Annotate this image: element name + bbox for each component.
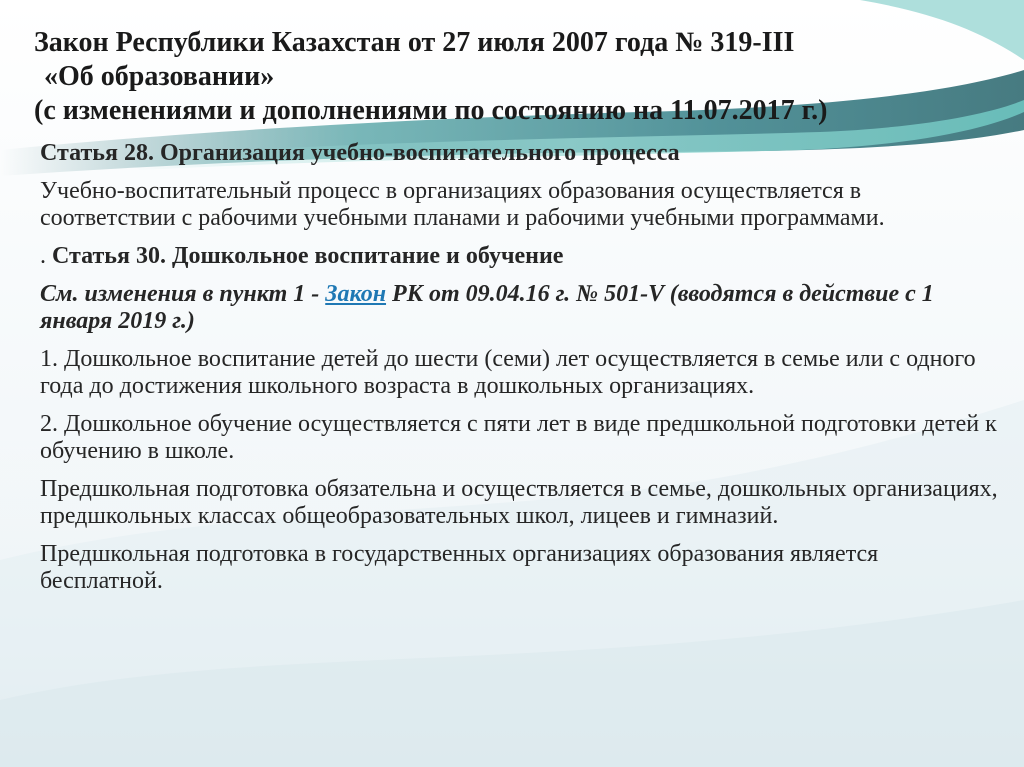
article-30-heading-line — [40, 243, 1000, 270]
article-28-heading: Статья 28. Организация учебно-воспитательного процесса — [40, 140, 680, 166]
amendment-note-after: РК от 09.04.16 г. № 501-V (вводятся в действие с 1 января 2019 г.) — [40, 281, 934, 334]
title-line-2: «Об образовании» — [44, 61, 275, 92]
article-30-item-1: 1. Дошкольное воспитание детей до шести (семи) лет осуществляется в семье или с одного года до достижения школьного возраста в дошкольных организациях. — [40, 346, 976, 399]
amendment-note-before: См. изменения в пункт 1 - — [40, 281, 326, 307]
article-30-heading: Статья 30. Дошкольное воспитание и обучение — [52, 243, 564, 269]
law-link[interactable]: Закон — [325, 281, 387, 307]
article-30-item-2: 2. Дошкольное обучение осуществляется с пяти лет в виде предшкольной подготовки детей к обучению в школе. — [40, 411, 997, 464]
amendment-note — [40, 281, 1000, 335]
title-line-3: (с изменениями и дополнениями по состоянию на 11.07.2017 г.) — [34, 95, 828, 126]
article-30-paragraph-3: Предшкольная подготовка обязательна и осуществляется в семье, дошкольных организациях, предшкольных классах общеобразовательных школ, лицеев и гимназий. — [40, 476, 998, 529]
article-30-prefix: . — [40, 243, 52, 269]
article-28-text: Учебно-воспитательный процесс в организациях образования осуществляется в соответствии с рабочими учебными планами и рабочими учебными программами. — [40, 178, 885, 231]
article-30-paragraph-4: Предшкольная подготовка в государственных организациях образования является бесплатной. — [40, 541, 879, 594]
document-title — [34, 26, 994, 128]
document-body — [40, 140, 1000, 606]
title-line-1: Закон Республики Казахстан от 27 июля 2007 года № 319-III — [34, 27, 795, 58]
